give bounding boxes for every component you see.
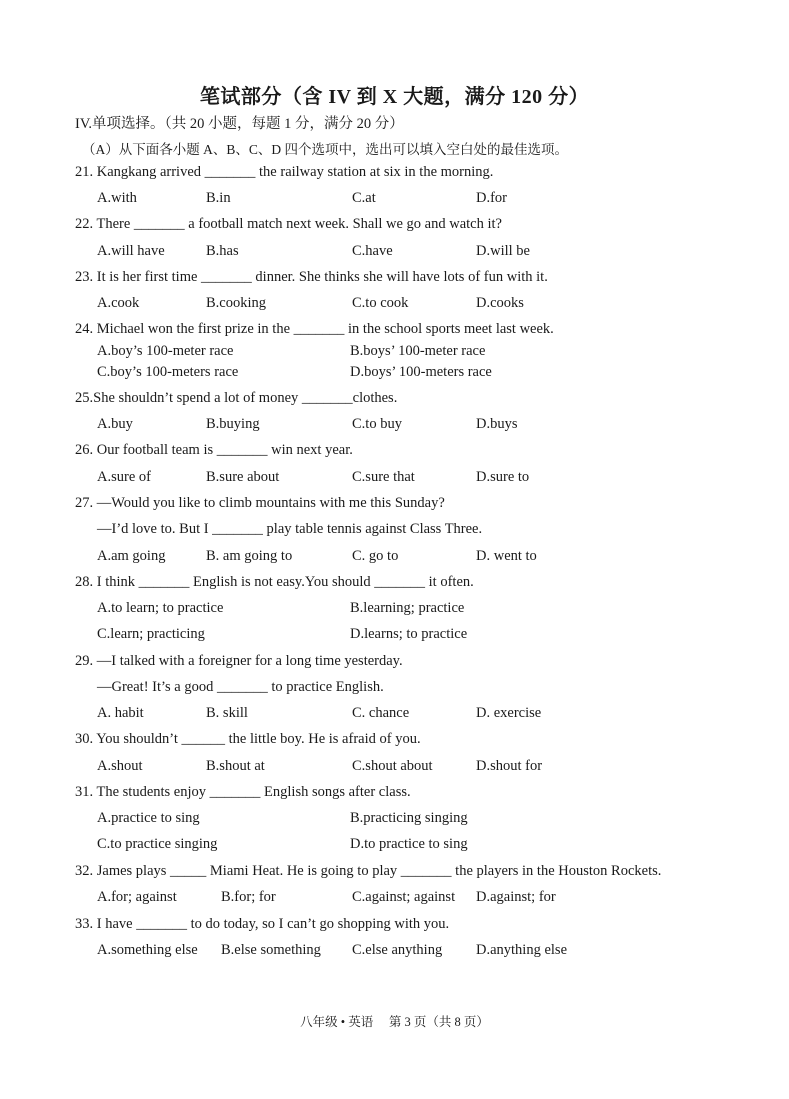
question-stem: 23. It is her first time _______ dinner. She thinks she will have lots of fun with it. bbox=[75, 269, 548, 285]
section-heading: IV.单项选择。（共 20 小题，每题 1 分，满分 20 分） bbox=[75, 116, 404, 132]
option-d: D. exercise bbox=[476, 705, 542, 721]
option-a: A.with bbox=[97, 190, 137, 206]
option-b: B.cooking bbox=[206, 295, 267, 311]
option-d: D.cooks bbox=[476, 295, 524, 311]
option-c: C.against; against bbox=[352, 889, 456, 905]
option-c: C.have bbox=[352, 243, 393, 259]
option-a: A.shout bbox=[97, 758, 143, 774]
question-stem: 31. The students enjoy _______ English songs after class. bbox=[75, 784, 411, 800]
option-b: B.for; for bbox=[221, 889, 276, 905]
option-d: D.sure to bbox=[476, 469, 530, 485]
question-stem: 29. —I talked with a foreigner for a long time yesterday. bbox=[75, 653, 403, 669]
option-d: D.to practice to sing bbox=[350, 836, 468, 852]
option-b: B.has bbox=[206, 243, 239, 259]
option-b: B. am going to bbox=[206, 548, 293, 564]
option-a: A.cook bbox=[97, 295, 140, 311]
option-a: A.will have bbox=[97, 243, 165, 259]
option-c: C.sure that bbox=[352, 469, 415, 485]
option-c: C.else anything bbox=[352, 942, 443, 958]
instruction-text: （A）从下面各小题 A、B、C、D 四个选项中，选出可以填入空白处的最佳选项。 bbox=[82, 142, 569, 157]
option-b: B.else something bbox=[221, 942, 321, 958]
option-b: B.boys’ 100-meter race bbox=[350, 343, 486, 359]
option-d: D.against; for bbox=[476, 889, 556, 905]
option-c: C.at bbox=[352, 190, 376, 206]
question-stem: —Great! It’s a good _______ to practice English. bbox=[97, 679, 384, 695]
option-b: B.learning; practice bbox=[350, 600, 465, 616]
question-stem: 24. Michael won the first prize in the _______ in the school sports meet last week. bbox=[75, 321, 554, 337]
option-c: C.to buy bbox=[352, 416, 402, 432]
question-stem: 26. Our football team is _______ win next year. bbox=[75, 442, 353, 458]
option-b: B.shout at bbox=[206, 758, 265, 774]
option-c: C. go to bbox=[352, 548, 399, 564]
option-a: A.boy’s 100-meter race bbox=[97, 343, 234, 359]
option-a: A.something else bbox=[97, 942, 198, 958]
option-b: B.in bbox=[206, 190, 231, 206]
page-footer: 八年级 • 英语 第 3 页（共 8 页） bbox=[300, 1015, 489, 1029]
question-stem: 27. —Would you like to climb mountains with me this Sunday? bbox=[75, 495, 445, 511]
option-b: B. skill bbox=[206, 705, 248, 721]
option-d: D.shout for bbox=[476, 758, 543, 774]
option-a: A.am going bbox=[97, 548, 166, 564]
question-stem: 25.She shouldn’t spend a lot of money _______clothes. bbox=[75, 390, 398, 406]
question-stem: 33. I have _______ to do today, so I can’t go shopping with you. bbox=[75, 916, 450, 932]
option-a: A.buy bbox=[97, 416, 133, 432]
option-c: C.to cook bbox=[352, 295, 409, 311]
option-b: B.buying bbox=[206, 416, 260, 432]
option-b: B.sure about bbox=[206, 469, 280, 485]
option-c: C. chance bbox=[352, 705, 410, 721]
option-d: D.boys’ 100-meters race bbox=[350, 364, 492, 380]
option-a: A. habit bbox=[97, 705, 144, 721]
option-d: D.anything else bbox=[476, 942, 568, 958]
page-title: 笔试部分（含 IV 到 X 大题，满分 120 分） bbox=[199, 86, 590, 108]
option-a: A.to learn; to practice bbox=[97, 600, 224, 616]
option-c: C.to practice singing bbox=[97, 836, 218, 852]
option-d: D.learns; to practice bbox=[350, 626, 468, 642]
option-a: A.sure of bbox=[97, 469, 151, 485]
question-stem: 21. Kangkang arrived _______ the railway station at six in the morning. bbox=[75, 164, 494, 180]
option-d: D.buys bbox=[476, 416, 518, 432]
option-a: A.practice to sing bbox=[97, 810, 200, 826]
option-d: D.will be bbox=[476, 243, 530, 259]
question-stem: —I’d love to. But I _______ play table tennis against Class Three. bbox=[97, 521, 483, 537]
option-c: C.boy’s 100-meters race bbox=[97, 364, 239, 380]
option-c: C.learn; practicing bbox=[97, 626, 205, 642]
option-a: A.for; against bbox=[97, 889, 177, 905]
option-d: D. went to bbox=[476, 548, 537, 564]
question-stem: 30. You shouldn’t ______ the little boy. He is afraid of you. bbox=[75, 731, 421, 747]
option-b: B.practicing singing bbox=[350, 810, 468, 826]
option-d: D.for bbox=[476, 190, 508, 206]
question-stem: 32. James plays _____ Miami Heat. He is going to play _______ the players in the Houston Rockets. bbox=[75, 863, 662, 879]
question-stem: 28. I think _______ English is not easy.You should _______ it often. bbox=[75, 574, 474, 590]
question-stem: 22. There _______ a football match next week. Shall we go and watch it? bbox=[75, 216, 502, 232]
option-c: C.shout about bbox=[352, 758, 433, 774]
